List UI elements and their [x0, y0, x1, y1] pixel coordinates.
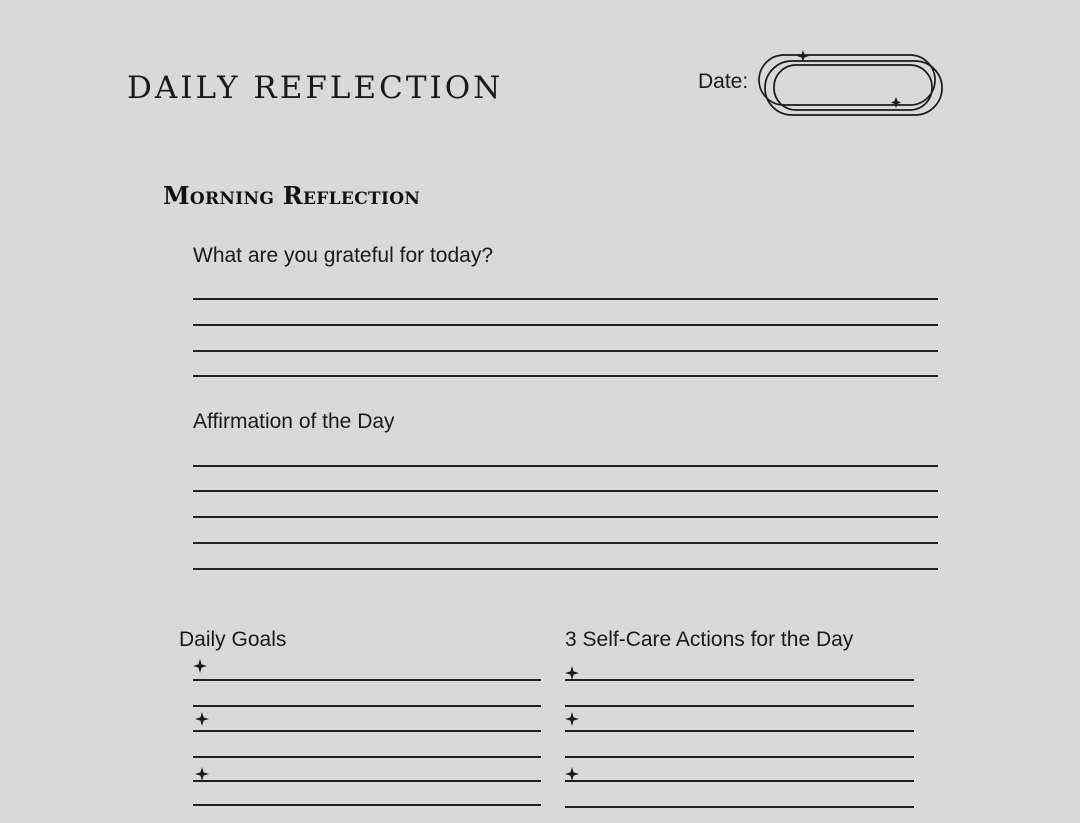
- daily-goal-line[interactable]: [193, 756, 541, 758]
- section-title-morning-reflection: Morning Reflection: [163, 181, 421, 210]
- daily-goal-line[interactable]: [193, 730, 541, 732]
- sparkle-icon: [195, 767, 209, 781]
- affirmation-line[interactable]: [193, 516, 938, 518]
- daily-goal-line[interactable]: [193, 804, 541, 806]
- sparkle-icon: [193, 659, 207, 673]
- sparkle-icon: [565, 712, 579, 726]
- daily-goal-line[interactable]: [193, 705, 541, 707]
- page-title: DAILY REFLECTION: [127, 70, 504, 106]
- gratitude-prompt: What are you grateful for today?: [193, 244, 493, 267]
- daily-goal-line[interactable]: [193, 679, 541, 681]
- affirmation-line[interactable]: [193, 490, 938, 492]
- gratitude-line[interactable]: [193, 324, 938, 326]
- affirmation-prompt: Affirmation of the Day: [193, 410, 395, 433]
- gratitude-line[interactable]: [193, 298, 938, 300]
- self-care-line[interactable]: [565, 806, 914, 808]
- sparkle-icon: [195, 712, 209, 726]
- self-care-line[interactable]: [565, 756, 914, 758]
- self-care-line[interactable]: [565, 730, 914, 732]
- gratitude-line[interactable]: [193, 375, 938, 377]
- self-care-line[interactable]: [565, 705, 914, 707]
- self-care-line[interactable]: [565, 679, 914, 681]
- date-label: Date:: [698, 70, 749, 93]
- self-care-line[interactable]: [565, 780, 914, 782]
- sparkle-icon: [565, 666, 579, 680]
- affirmation-line[interactable]: [193, 568, 938, 570]
- daily-goals-label: Daily Goals: [179, 628, 287, 651]
- self-care-label: 3 Self-Care Actions for the Day: [565, 628, 854, 651]
- affirmation-line[interactable]: [193, 542, 938, 544]
- affirmation-line[interactable]: [193, 465, 938, 467]
- daily-goal-line[interactable]: [193, 780, 541, 782]
- date-box-icon[interactable]: [756, 48, 946, 122]
- gratitude-line[interactable]: [193, 350, 938, 352]
- sparkle-icon: [565, 767, 579, 781]
